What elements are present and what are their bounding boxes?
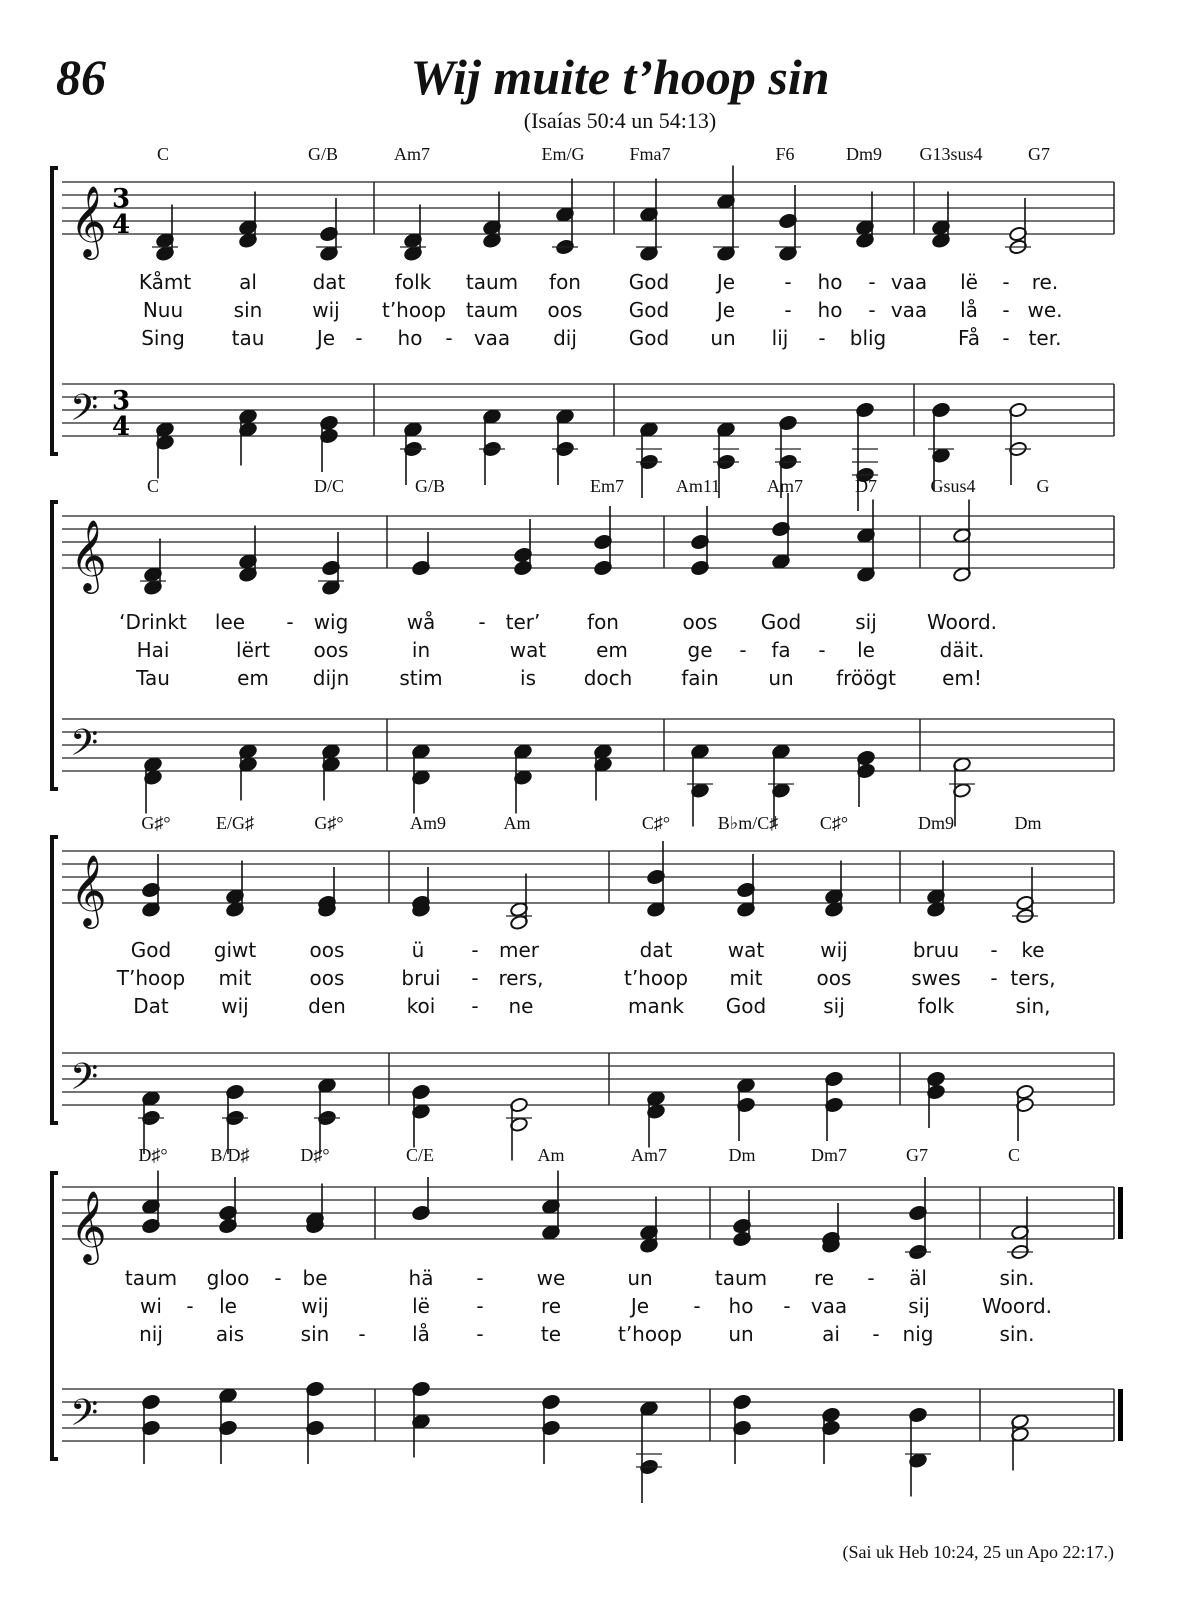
lyric-syllable: sin (300, 1322, 330, 1346)
lyric-syllable: is (520, 666, 536, 690)
chord-symbol: Am7 (767, 476, 803, 496)
chord-symbol: Gsus4 (930, 476, 976, 496)
lyric-syllable: - (784, 270, 792, 294)
treble-clef: 𝄞 (70, 518, 107, 591)
chord-symbol: D♯° (138, 1145, 168, 1165)
lyric-syllable: wå (406, 610, 436, 634)
lyric-syllable: Je (630, 1294, 650, 1318)
lyric-syllable: - (872, 1322, 880, 1346)
lyric-syllable: Je (716, 298, 736, 322)
lyric-syllable: - (355, 326, 363, 350)
lyric-syllable: - (286, 610, 294, 634)
lyric-syllable: oos (309, 938, 345, 962)
scripture-reference: (Isaías 50:4 un 54:13) (523, 108, 717, 133)
lyric-syllable: - (990, 966, 998, 990)
lyric-syllable: - (990, 938, 998, 962)
lyric-syllable: - (739, 638, 747, 662)
chord-symbol: F6 (775, 144, 795, 164)
lyric-syllable: sin. (999, 1322, 1035, 1346)
lyric-syllable: oos (547, 298, 583, 322)
chord-symbol: D♯° (300, 1145, 330, 1165)
system-bracket (52, 837, 58, 1123)
lyric-syllable: God (628, 270, 670, 294)
lyric-syllable: te (540, 1322, 562, 1346)
lyric-syllable: we (536, 1266, 566, 1290)
lyric-syllable: - (867, 1266, 875, 1290)
lyric-syllable: fa (771, 638, 791, 662)
lyric-syllable: lå (960, 298, 978, 322)
lyric-syllable: ‘Drinkt (119, 610, 187, 634)
footnote: (Sai uk Heb 10:24, 25 un Apo 22:17.) (842, 1542, 1114, 1562)
lyric-syllable: Få (958, 326, 980, 350)
treble-clef: 𝄞 (70, 853, 107, 926)
lyric-syllable: Je (316, 326, 336, 350)
time-signature-top: 3 (112, 184, 131, 214)
lyric-syllable: God (130, 938, 172, 962)
lyric-syllable: vaa (810, 1294, 848, 1318)
lyric-syllable: taum (465, 298, 519, 322)
lyric-syllable: - (476, 1266, 484, 1290)
lyric-syllable: mer (498, 938, 540, 962)
lyric-syllable: dat (312, 270, 346, 294)
lyric-syllable: swes (911, 966, 961, 990)
chord-symbol: G/B (307, 144, 339, 164)
lyric-syllable: - (1002, 298, 1010, 322)
chord-symbol: C (156, 144, 170, 164)
chord-symbol: G♯° (314, 813, 344, 833)
lyric-syllable: wat (509, 638, 547, 662)
lyric-syllable: bruu (912, 938, 960, 962)
lyric-syllable: Sing (141, 326, 185, 350)
system-4 (52, 1171, 1123, 1504)
lyric-syllable: ter’ (505, 610, 541, 634)
chord-symbol: B♭m/C♯ (717, 813, 779, 833)
lyric-syllable: - (693, 1294, 701, 1318)
lyric-syllable: ais (215, 1322, 245, 1346)
lyric-syllable: hä (408, 1266, 434, 1290)
lyric-syllable: ho (817, 270, 843, 294)
chord-symbol: G (1036, 476, 1050, 496)
lyric-syllable: fröögt (836, 666, 896, 690)
lyric-syllable: sij (823, 994, 845, 1018)
lyric-syllable: oos (816, 966, 852, 990)
lyric-syllable: em (596, 638, 628, 662)
lyric-syllable: in (411, 638, 431, 662)
chord-symbol: Fma7 (629, 144, 671, 164)
lyric-syllable: Tau (136, 666, 170, 690)
chord-symbol: Em/G (541, 144, 585, 164)
chord-symbol: C♯° (819, 813, 849, 833)
lyric-syllable: ho (397, 326, 423, 350)
lyric-syllable: God (760, 610, 802, 634)
chord-symbol: G7 (1028, 144, 1050, 164)
lyric-syllable: lij (771, 326, 789, 350)
lyric-syllable: wig (313, 610, 349, 634)
lyric-syllable: dat (639, 938, 673, 962)
lyric-syllable: - (476, 1322, 484, 1346)
lyric-syllable: re. (1031, 270, 1059, 294)
lyric-syllable: fain (681, 666, 719, 690)
lyric-syllable: sin, (1015, 994, 1051, 1018)
lyric-syllable: vaa (473, 326, 511, 350)
lyric-syllable: wij (301, 1294, 329, 1318)
lyric-syllable: - (784, 298, 792, 322)
lyric-syllable: re (540, 1294, 562, 1318)
lyric-syllable: folk (394, 270, 432, 294)
hymn-title: Wij muite t’hoop sin (410, 49, 830, 105)
chord-symbol: Dm7 (811, 1145, 847, 1165)
lyric-syllable: lë (412, 1294, 430, 1318)
lyric-syllable: sij (855, 610, 877, 634)
lyric-syllable: - (471, 938, 479, 962)
lyric-syllable: re (813, 1266, 835, 1290)
lyric-syllable: le (219, 1294, 237, 1318)
system-1 (52, 166, 1114, 512)
lyric-syllable: le (857, 638, 875, 662)
lyric-syllable: ne (508, 994, 534, 1018)
lyric-syllable: ho (728, 1294, 754, 1318)
treble-clef: 𝄞 (70, 1189, 107, 1262)
lyric-syllable: t’hoop (617, 1322, 683, 1346)
lyric-syllable: we. (1027, 298, 1063, 322)
lyric-syllable: vaa (890, 270, 928, 294)
lyric-syllable: t’hoop (381, 298, 447, 322)
lyric-syllable: sin (233, 298, 263, 322)
lyric-syllable: Woord. (982, 1294, 1052, 1318)
lyric-syllable: un (768, 666, 794, 690)
chord-symbol: Dm9 (918, 813, 954, 833)
chord-symbol: Dm (728, 1145, 756, 1165)
system-bracket (52, 502, 58, 789)
bass-clef: 𝄢 (70, 1056, 99, 1107)
lyric-syllable: - (868, 270, 876, 294)
lyric-syllable: nij (139, 1322, 163, 1346)
lyric-syllable: taum (465, 270, 519, 294)
lyric-syllable: fon (587, 610, 619, 634)
lyric-syllable: un (627, 1266, 653, 1290)
chord-symbol: G13sus4 (919, 144, 983, 164)
final-barline (1118, 1389, 1123, 1441)
lyric-syllable: Woord. (927, 610, 997, 634)
final-barline (1118, 1187, 1123, 1239)
lyric-syllable: - (471, 994, 479, 1018)
lyric-syllable: wi (140, 1294, 162, 1318)
lyric-syllable: doch (583, 666, 633, 690)
lyric-syllable: - (818, 326, 826, 350)
lyric-syllable: lå (412, 1322, 430, 1346)
lyric-syllable: sij (908, 1294, 930, 1318)
chord-symbol: Am (537, 1145, 565, 1165)
lyric-syllable: den (308, 994, 346, 1018)
lyric-syllable: lee (214, 610, 246, 634)
lyric-syllable: brui (401, 966, 441, 990)
lyric-syllable: däit. (939, 638, 985, 662)
lyric-syllable: God (628, 298, 670, 322)
lyric-syllable: - (274, 1266, 282, 1290)
chord-symbol: Am9 (410, 813, 446, 833)
lyric-syllable: folk (917, 994, 955, 1018)
lyric-syllable: nig (902, 1322, 934, 1346)
lyric-syllable: God (725, 994, 767, 1018)
lyric-syllable: lërt (236, 638, 270, 662)
chord-symbol: Am (503, 813, 531, 833)
lyric-syllable: - (1002, 326, 1010, 350)
lyric-syllable: em! (942, 666, 982, 690)
lyric-syllable: Kåmt (138, 270, 192, 294)
lyric-syllable: - (445, 326, 453, 350)
lyric-syllable: lë (960, 270, 978, 294)
chord-symbol: Am11 (675, 476, 721, 496)
lyric-syllable: stim (399, 666, 443, 690)
lyric-syllable: un (710, 326, 736, 350)
lyric-syllable: Nuu (142, 298, 184, 322)
time-signature-bottom: 4 (112, 412, 131, 442)
lyric-syllable: koi (406, 994, 436, 1018)
lyric-syllable: - (818, 638, 826, 662)
lyric-syllable: mit (218, 966, 252, 990)
lyric-syllable: wij (312, 298, 340, 322)
treble-clef: 𝄞 (70, 184, 107, 257)
lyric-syllable: T’hoop (116, 966, 186, 990)
lyric-syllable: taum (124, 1266, 178, 1290)
chord-symbol: G♯° (141, 813, 171, 833)
lyric-syllable: blig (849, 326, 887, 350)
chord-symbol: C♯° (641, 813, 671, 833)
lyric-syllable: oos (309, 966, 345, 990)
lyric-syllable: Hai (136, 638, 170, 662)
lyric-syllable: ters, (1010, 966, 1056, 990)
chord-symbol: Dm (1014, 813, 1042, 833)
chord-symbol: E/G♯ (216, 813, 254, 833)
lyric-syllable: vaa (890, 298, 928, 322)
chord-symbol: G7 (906, 1145, 928, 1165)
chord-symbol: B/D♯ (210, 1145, 250, 1165)
lyric-syllable: sin. (999, 1266, 1035, 1290)
lyric-syllable: - (1002, 270, 1010, 294)
lyric-syllable: giwt (213, 938, 257, 962)
bass-clef: 𝄢 (70, 387, 99, 438)
lyric-syllable: em (237, 666, 269, 690)
lyric-syllable: wij (820, 938, 848, 962)
lyric-syllable: oos (313, 638, 349, 662)
lyric-syllable: - (476, 1294, 484, 1318)
lyric-syllable: taum (714, 1266, 768, 1290)
chord-symbol: Am7 (631, 1145, 667, 1165)
lyric-syllable: gloo (206, 1266, 250, 1290)
chord-symbol: C (1007, 1145, 1021, 1165)
chord-symbol: Em7 (590, 476, 624, 496)
lyric-syllable: - (868, 298, 876, 322)
time-signature-top: 3 (112, 386, 131, 416)
chord-symbol: G/B (414, 476, 446, 496)
chord-symbol: D/C (313, 476, 345, 496)
lyric-syllable: un (728, 1322, 754, 1346)
lyric-syllable: mit (729, 966, 763, 990)
bass-clef: 𝄢 (70, 722, 99, 773)
lyric-syllable: ai (822, 1322, 840, 1346)
lyric-syllable: wat (727, 938, 765, 962)
lyric-syllable: rers, (498, 966, 544, 990)
lyric-syllable: mank (628, 994, 684, 1018)
hymn-number: 86 (56, 49, 106, 105)
lyric-syllable: al (239, 270, 257, 294)
system-bracket (52, 168, 58, 454)
system-bracket (52, 1173, 58, 1459)
lyric-syllable: ü (411, 938, 425, 962)
lyric-syllable: tau (231, 326, 265, 350)
chord-symbol: C (146, 476, 160, 496)
lyric-syllable: wij (221, 994, 249, 1018)
chord-symbol: Dm9 (846, 144, 882, 164)
chord-symbol: D7 (855, 476, 877, 496)
lyric-syllable: - (358, 1322, 366, 1346)
chord-symbol: C/E (405, 1145, 435, 1165)
lyric-syllable: fon (549, 270, 581, 294)
lyric-syllable: äl (909, 1266, 927, 1290)
bass-clef: 𝄢 (70, 1392, 99, 1443)
lyric-syllable: ho (817, 298, 843, 322)
lyric-syllable: dij (553, 326, 577, 350)
lyric-syllable: - (783, 1294, 791, 1318)
lyric-syllable: ke (1021, 938, 1045, 962)
time-signature-bottom: 4 (112, 210, 131, 240)
system-3 (52, 837, 1114, 1161)
lyric-syllable: - (478, 610, 486, 634)
lyric-syllable: - (186, 1294, 194, 1318)
lyric-syllable: be (302, 1266, 328, 1290)
chord-symbol: Am7 (394, 144, 430, 164)
lyric-syllable: ge (687, 638, 713, 662)
lyric-syllable: dijn (312, 666, 350, 690)
lyric-syllable: t’hoop (623, 966, 689, 990)
lyric-syllable: ter. (1028, 326, 1062, 350)
lyric-syllable: Dat (133, 994, 169, 1018)
lyric-syllable: oos (682, 610, 718, 634)
lyric-syllable: Je (716, 270, 736, 294)
lyric-syllable: God (628, 326, 670, 350)
lyric-syllable: - (471, 966, 479, 990)
